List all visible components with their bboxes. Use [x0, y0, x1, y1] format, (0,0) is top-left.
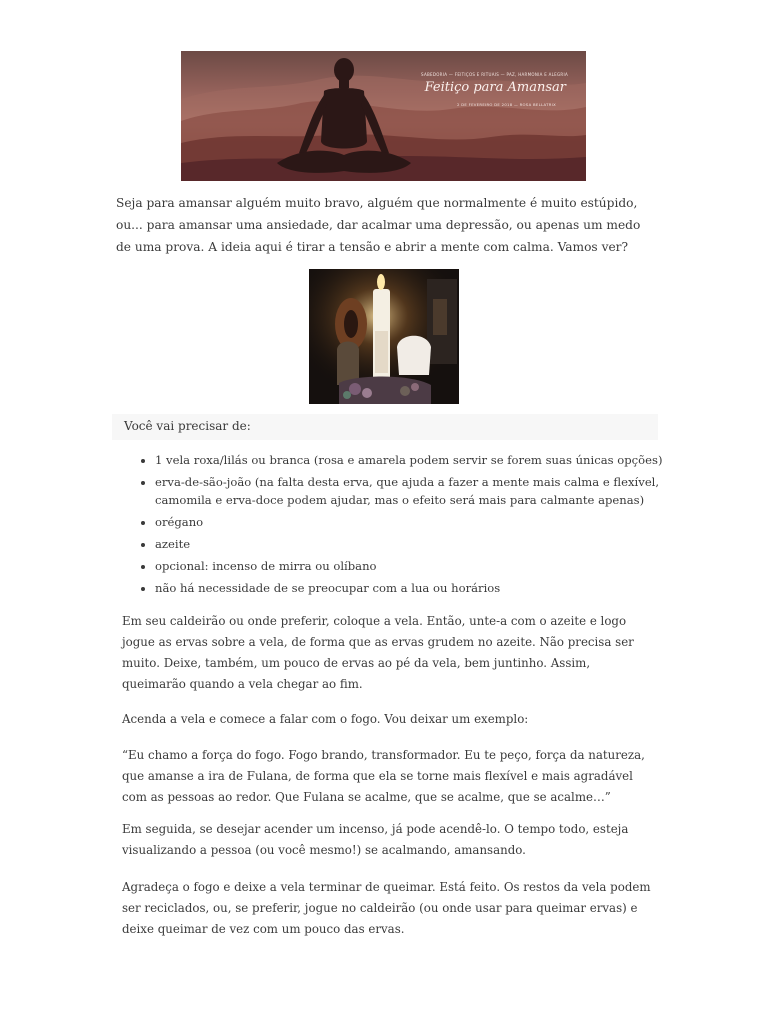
banner-title: Feitiço para Amansar: [424, 80, 566, 95]
header-banner-image: [181, 51, 586, 181]
incense-paragraph: Em seguida, se desejar acender um incenso, já pode acendê-lo. O tempo todo, esteja visualizando a pessoa (ou você mesmo!) se acalmando, amansando.: [122, 822, 629, 857]
list-item: • erva-de-são-joão (na falta desta erva, que ajuda a fazer a mente mais calma e flexível, camomila e erva-doce podem ajudar, mas o efeito será mais para calmante apenas): [155, 473, 675, 509]
intro-paragraph: Seja para amansar alguém muito bravo, alguém que normalmente é muito estúpido, ou... para amansar uma ansiedade, dar acalmar uma depressão, ou apenas um medo de uma prova. A ideia aqui é tirar a tensão e abrir a mente com calma. Vamos ver?: [116, 196, 641, 254]
instructions-paragraph: Em seu caldeirão ou onde preferir, coloque a vela. Então, unte-a com o azeite e logo jogue as ervas sobre a vela, de forma que as ervas grudem no azeite. Não precisa ser muito. Deixe, também, um pouco de ervas ao pé da vela, bem juntinho. Assim, queimarão quando a vela chegar ao fim.: [122, 614, 634, 691]
mountain-meditation-illustration: [181, 51, 586, 181]
light-candle-paragraph: Acenda a vela e comece a falar com o fogo. Vou deixar um exemplo:: [122, 712, 529, 726]
list-item: • não há necessidade de se preocupar com a lua ou horários: [155, 579, 675, 597]
banner-category-meta: SABEDORIA — FEITIÇOS E RITUAIS — PAZ, HARMONIA E ALEGRIA: [421, 72, 568, 77]
invocation-quote: “Eu chamo a força do fogo. Fogo brando, transformador. Eu te peço, força da natureza, que amanse a ira de Fulana, de forma que ela se torne mais flexível e mais agradável com as pessoas ao redor. Que Fulana se acalme, que se acalme, que se acalme…”: [122, 748, 645, 804]
closing-paragraph: Agradeça o fogo e deixe a vela terminar de queimar. Está feito. Os restos da vela podem ser reciclados, ou, se preferir, jogue no caldeirão (ou onde usar para queimar ervas) e deixe queimar de vez com um pouco das ervas.: [122, 880, 651, 936]
candle-altar-photo: [309, 269, 459, 404]
list-item: • orégano: [155, 513, 675, 531]
list-item: • azeite: [155, 535, 675, 553]
banner-date-author-meta: 2 DE FEVEREIRO DE 2018 — ROSA BELLATRIX: [456, 102, 556, 107]
ingredient-list: [136, 451, 675, 601]
needs-label: Você vai precisar de:: [124, 419, 251, 433]
list-item: • 1 vela roxa/lilás ou branca (rosa e amarela podem servir se forem suas únicas opções): [155, 451, 675, 469]
list-item: • opcional: incenso de mirra ou olíbano: [155, 557, 675, 575]
